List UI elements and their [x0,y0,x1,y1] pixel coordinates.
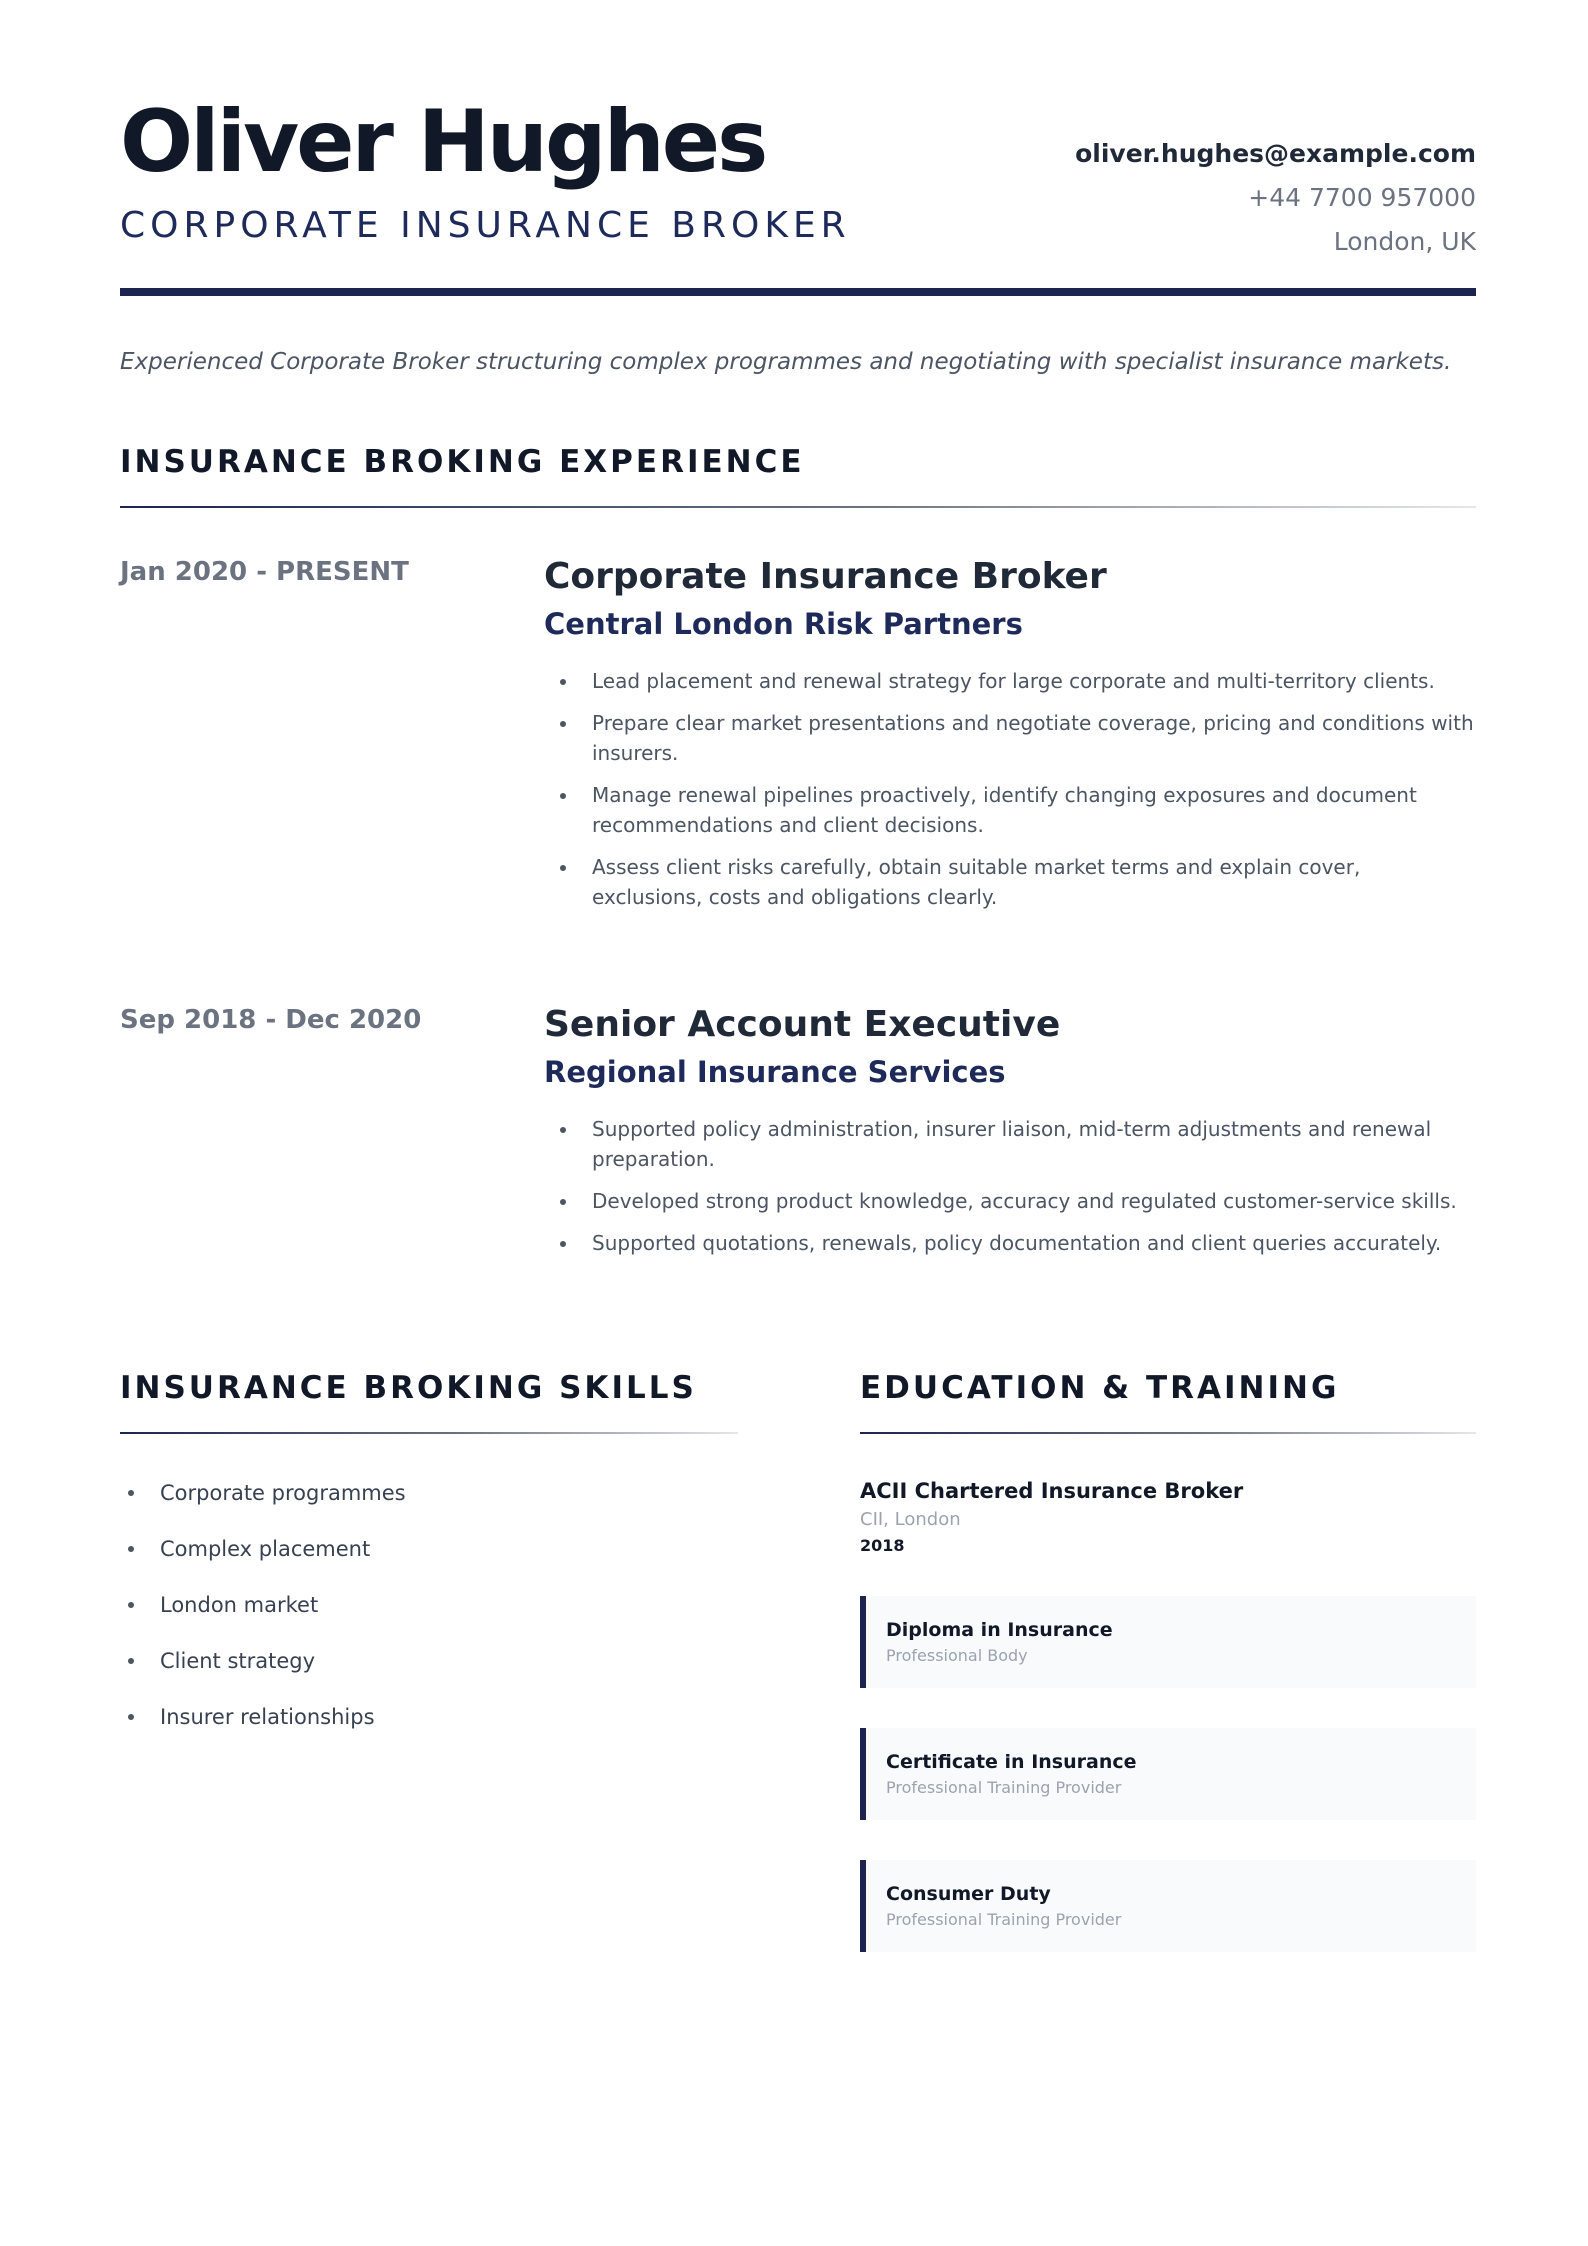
candidate-name: Oliver Hughes [120,92,766,192]
education-institution: Professional Training Provider [886,1778,1122,1797]
job-role: Corporate Insurance Broker [544,556,1107,597]
experience-divider [120,506,1476,508]
job-details [544,554,1476,924]
skill-item: Insurer relationships [120,1700,740,1734]
contact-block [1075,132,1476,264]
job-bullet: Lead placement and renewal strategy for large corporate and multi-territory clients. [544,666,1476,696]
education-degree: ACII Chartered Insurance Broker [860,1479,1244,1503]
skills-list [120,1476,740,1756]
job-bullet: Supported policy administration, insurer liaison, mid-term adjustments and renewal preparation. [544,1114,1476,1174]
skill-item: London market [120,1588,740,1622]
profile-summary: Experienced Corporate Broker structuring complex programmes and negotiating with specialist insurance markets. [120,349,1452,375]
job-role: Senior Account Executive [544,1004,1061,1045]
education-institution: Professional Body [886,1646,1028,1665]
job-bullet: Prepare clear market presentations and negotiate coverage, pricing and conditions with insurers. [544,708,1476,768]
contact-email[interactable]: oliver.hughes@example.com [1075,139,1476,168]
header-divider [120,288,1476,296]
education-divider [860,1432,1476,1434]
resume-header [120,92,1476,292]
skills-heading: INSURANCE BROKING SKILLS [120,1370,697,1406]
job-details [544,1002,1476,1270]
job-bullets [544,666,1476,912]
job-company: Central London Risk Partners [544,607,1023,641]
education-card [860,1860,1476,1952]
job-bullet: Developed strong product knowledge, accuracy and regulated customer-service skills. [544,1186,1476,1216]
job-company: Regional Insurance Services [544,1055,1006,1089]
contact-phone: +44 7700 957000 [1248,183,1476,212]
job-bullet: Manage renewal pipelines proactively, identify changing exposures and document recommendations and client decisions. [544,780,1476,840]
education-entry-primary [860,1476,1476,1558]
education-institution: CII, London [860,1509,961,1530]
job-dates: Jan 2020 - PRESENT [120,557,409,587]
education-degree: Diploma in Insurance [886,1619,1113,1641]
education-card [860,1728,1476,1820]
education-degree: Consumer Duty [886,1883,1051,1905]
education-institution: Professional Training Provider [886,1910,1122,1929]
job-title: CORPORATE INSURANCE BROKER [120,205,851,246]
contact-location: London, UK [1333,227,1476,256]
experience-heading: INSURANCE BROKING EXPERIENCE [120,444,805,480]
job-bullets [544,1114,1476,1258]
skill-item: Complex placement [120,1532,740,1566]
education-card [860,1596,1476,1688]
education-year: 2018 [860,1536,905,1555]
education-degree: Certificate in Insurance [886,1751,1137,1773]
job-bullet: Assess client risks carefully, obtain suitable market terms and explain cover, exclusions, costs and obligations clearly. [544,852,1476,912]
skills-divider [120,1432,738,1434]
education-heading: EDUCATION & TRAINING [860,1370,1340,1406]
job-dates: Sep 2018 - Dec 2020 [120,1005,422,1035]
skill-item: Client strategy [120,1644,740,1678]
job-bullet: Supported quotations, renewals, policy documentation and client queries accurately. [544,1228,1476,1258]
skill-item: Corporate programmes [120,1476,740,1510]
